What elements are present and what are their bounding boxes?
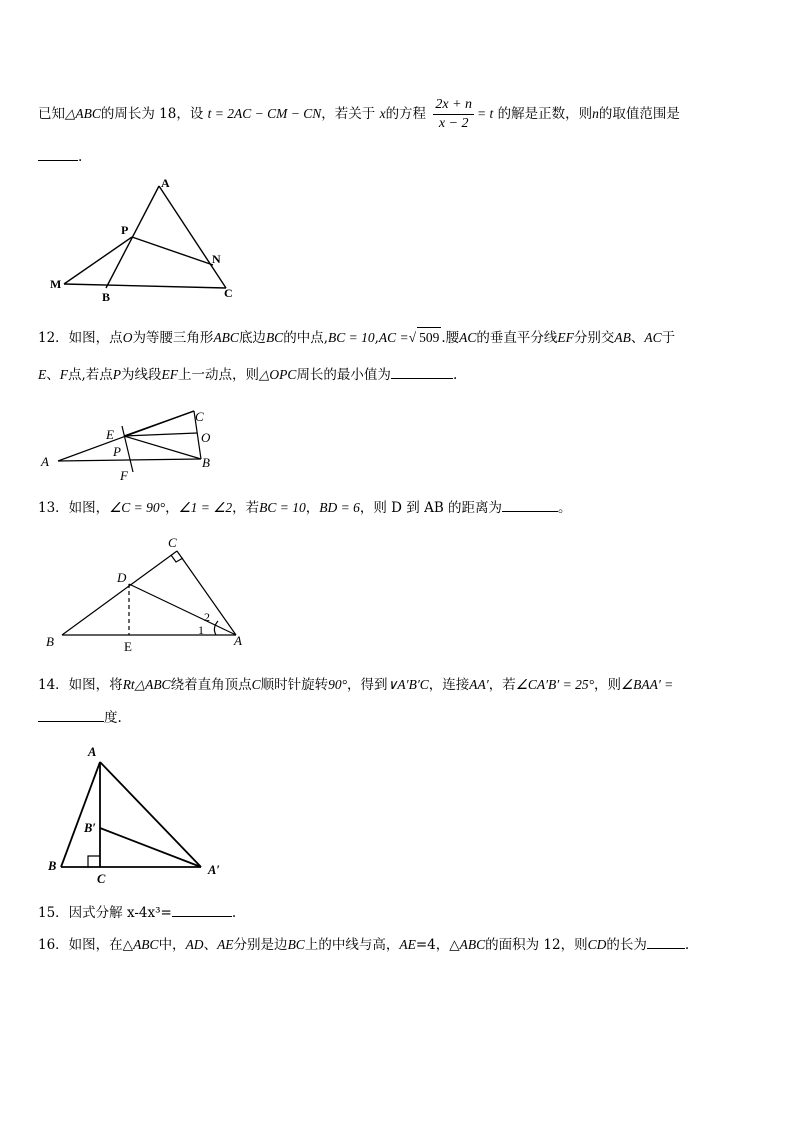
fig13-angle-1: 1 [198,623,204,637]
answer-blank[interactable] [391,364,453,379]
q16-line: 16．如图，在△ABC中，AD、AE分别是边BC上的中线与高，AE=4，△ABC的面积为 12，则CD的长为 . [38,934,689,955]
answer-blank[interactable] [38,146,78,161]
q11-line1: 已知△ABC的周长为 18，设 t = 2AC − CM − CN，若关于 x的方程 $\frac{2x + n}{x - 2}$ = t 的解是正数，则n的取值范围是 [38,97,680,131]
fig13-label-e: E [124,639,132,654]
answer-blank[interactable] [38,707,104,722]
q12-line2: E、F点,若点P为线段EF上一动点，则△OPC周长的最小值为 . [38,364,457,385]
answer-blank[interactable] [647,934,685,949]
fig14-segment-aa-prime [100,762,201,867]
figure-13 [40,530,260,655]
fig11-side-ac [159,186,226,288]
q11-line2: . [38,146,82,167]
q11-fraction: $\frac{2x + n}{x - 2}$ [435,97,473,131]
fig11-label-c: C [224,286,233,300]
fig12-segment-pc [124,411,194,436]
answer-blank[interactable] [172,902,232,917]
fig12-label-a: A [41,454,49,469]
fig13-label-c: C [168,535,177,550]
fig12-label-p: P [113,444,121,459]
fig12-label-c: C [195,409,204,424]
q15-line: 15．因式分解 x-4x³= . [38,902,236,923]
fig12-label-o: O [201,430,211,445]
fig14-right-angle-mark [88,856,100,867]
fig12-label-e: E [106,427,114,442]
fig13-label-d: D [117,570,127,585]
figure-12 [36,404,236,486]
fig14-label-b: B [48,859,57,873]
answer-blank[interactable] [502,497,558,512]
q12-line1: 12．如图，点O为等腰三角形ABC底边BC的中点,BC = 10,AC =√ 509 .腰AC的垂直平分线EF分别交AB、AC于 [38,327,675,348]
fig11-label-b: B [102,290,111,304]
q13-line: 13．如图，∠C = 90°，∠1 = ∠2，若BC = 10，BD = 6，则 D 到 AB 的距离为 。 [38,497,572,518]
fig14-segment-b-prime-a-prime [100,828,201,867]
q14-line1: 14．如图，将Rt△ABC绕着直角顶点C顺时针旋转90°，得到∨A′B′C，连接AA′，若∠CA′B′ = 25°，则∠BAA′ = [38,677,674,693]
fig11-segment-mp [64,237,132,284]
fig13-angle-arc [214,621,218,635]
figure-14 [40,740,240,890]
fig11-segment-pn [132,237,213,265]
fig11-label-a: A [161,176,170,190]
fig14-label-a: A [88,745,97,759]
fig13-label-b: B [46,634,54,649]
fig13-side-bc [62,551,177,635]
fig13-angle-2: 2 [204,610,210,624]
fig13-segment-da [129,584,236,635]
q14-line2: 度. [38,707,122,728]
fig11-label-m: M [50,277,62,291]
fig14-label-c: C [97,872,106,886]
fig12-label-b: B [202,455,210,470]
fig14-label-a-prime: A′ [208,863,220,877]
fig13-label-a: A [234,633,242,648]
fig14-side-ab [61,762,100,867]
fig11-label-p: P [121,223,129,237]
fig12-label-f: F [120,468,128,483]
fig11-line-mc [64,284,226,288]
fig11-label-n: N [212,252,221,266]
fig12-segment-pb [124,436,201,459]
fig12-segment-po [124,433,197,436]
figure-11 [40,170,260,310]
fig14-label-b-prime: B′ [84,821,96,835]
